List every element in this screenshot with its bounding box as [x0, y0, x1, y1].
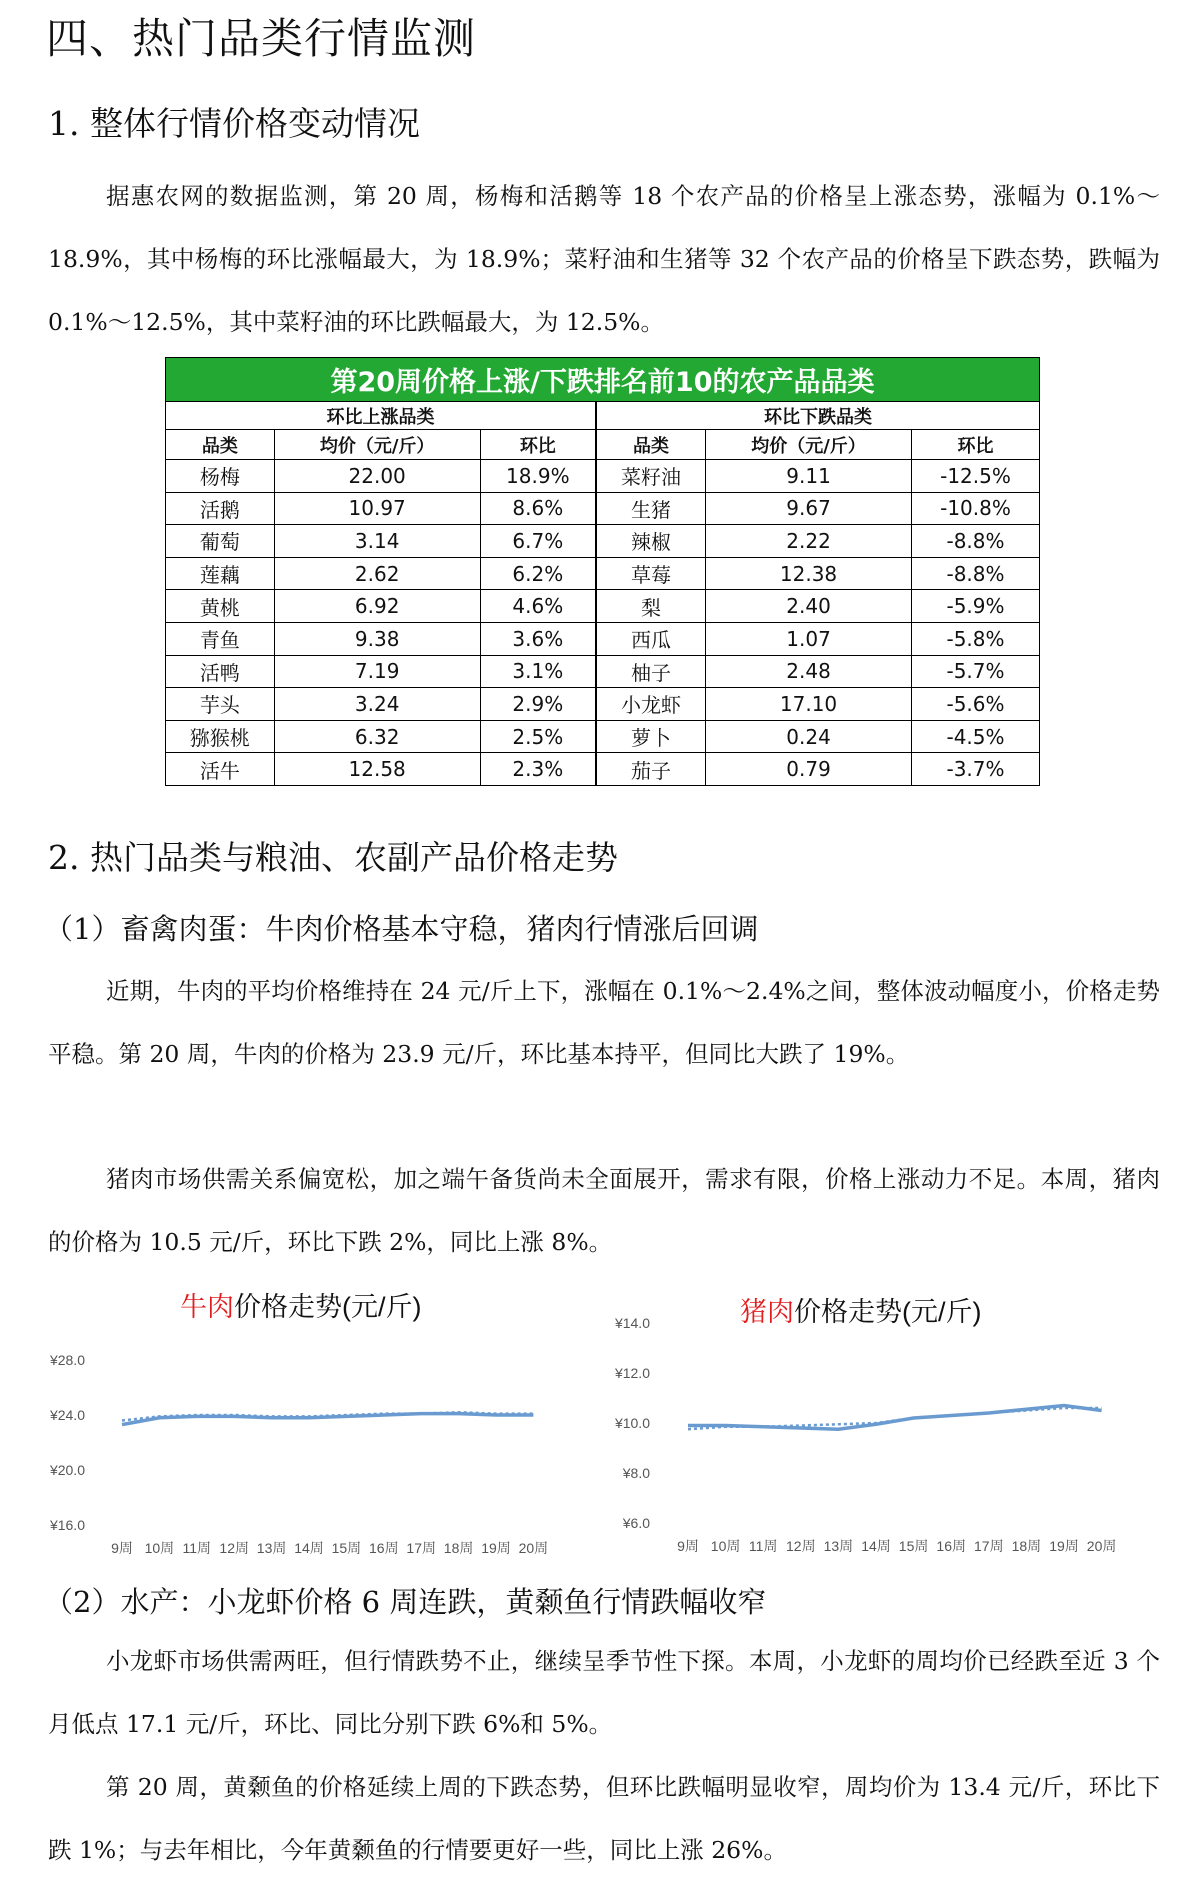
chart-title-highlight: 牛肉	[180, 1292, 234, 1322]
y-tick-label: ¥6.0	[622, 1515, 650, 1531]
table-cell: 22.00	[274, 460, 480, 493]
table-cell: 西瓜	[596, 622, 706, 655]
paragraph-crayfish: 小龙虾市场供需两旺，但行情跌势不止，继续呈季节性下探。本周，小龙虾的周均价已经跌至近 3 个月低点 17.1 元/斤，环比、同比分别下跌 6%和 5%。	[48, 1647, 1160, 1738]
x-tick-label: 10周	[710, 1538, 741, 1554]
col-header: 均价（元/斤）	[706, 430, 912, 460]
table-cell: 9.11	[706, 460, 912, 493]
x-tick-label: 12周	[219, 1540, 249, 1556]
price-ranking-table	[165, 357, 1040, 786]
y-tick-label: ¥16.0	[49, 1517, 85, 1533]
table-cell: 2.48	[706, 655, 912, 688]
table-cell: 辣椒	[596, 525, 706, 558]
table-row	[166, 460, 1040, 493]
table-cell: 猕猴桃	[166, 720, 275, 753]
x-tick-label: 14周	[861, 1538, 891, 1554]
chart-title-rest: 价格走势(元/斤)	[234, 1292, 422, 1322]
table-row	[166, 590, 1040, 623]
y-tick-label: ¥20.0	[49, 1462, 85, 1478]
table-cell: 葡萄	[166, 525, 275, 558]
table-cell: 3.6%	[480, 622, 596, 655]
table-cell: 4.6%	[480, 590, 596, 623]
table-cell: -10.8%	[912, 492, 1040, 525]
table-cell: 6.2%	[480, 557, 596, 590]
subsection-title-1: 1. 整体行情价格变动情况	[48, 104, 420, 143]
table-cell: 7.19	[274, 655, 480, 688]
paragraph-yellow-catfish: 第 20 周，黄颡鱼的价格延续上周的下跌态势，但环比跌幅明显收窄，周均价为 13.4 元/斤，环比下跌 1%；与去年相比，今年黄颡鱼的行情要更好一些，同比上涨 26%。	[48, 1773, 1160, 1864]
x-tick-label: 9周	[677, 1538, 699, 1554]
table-cell: 活牛	[166, 753, 275, 786]
y-tick-label: ¥12.0	[614, 1365, 650, 1381]
table-cell: 17.10	[706, 688, 912, 721]
table-cell: 12.38	[706, 557, 912, 590]
table-cell: 2.40	[706, 590, 912, 623]
table-row	[166, 753, 1040, 786]
rise-header: 环比上涨品类	[166, 402, 597, 430]
x-tick-label: 10周	[144, 1540, 175, 1556]
table-cell: 9.38	[274, 622, 480, 655]
x-tick-label: 12周	[786, 1538, 816, 1554]
table-row	[166, 688, 1040, 721]
table-cell: -8.8%	[912, 525, 1040, 558]
table-cell: 2.9%	[480, 688, 596, 721]
table-cell: 0.79	[706, 753, 912, 786]
table-row	[166, 492, 1040, 525]
x-tick-label: 15周	[331, 1540, 362, 1556]
table-cell: -5.7%	[912, 655, 1040, 688]
table-cell: -4.5%	[912, 720, 1040, 753]
x-tick-label: 19周	[1049, 1538, 1079, 1554]
table-cell: 莲藕	[166, 557, 275, 590]
paragraph-pork: 猪肉市场供需关系偏宽松，加之端午备货尚未全面展开，需求有限，价格上涨动力不足。本周，猪肉的价格为 10.5 元/斤，环比下跌 2%，同比上涨 8%。	[48, 1165, 1160, 1256]
table-header-row	[166, 430, 1040, 460]
table-cell: 茄子	[596, 753, 706, 786]
table-cell: 活鸭	[166, 655, 275, 688]
y-tick-label: ¥10.0	[614, 1415, 650, 1431]
x-tick-label: 11周	[748, 1538, 778, 1554]
chart-title-highlight: 猪肉	[740, 1297, 794, 1327]
y-tick-label: ¥8.0	[622, 1465, 650, 1481]
subsection-title-2: 2. 热门品类与粮油、农副产品价格走势	[48, 838, 618, 877]
beef-line-chart	[40, 1285, 580, 1575]
chart-title-rest: 价格走势(元/斤)	[794, 1297, 982, 1327]
x-tick-label: 18周	[443, 1540, 474, 1556]
table-cell: 3.24	[274, 688, 480, 721]
table-cell: 2.3%	[480, 753, 596, 786]
table-cell: 生猪	[596, 492, 706, 525]
col-header: 环比	[480, 430, 596, 460]
table-cell: 0.24	[706, 720, 912, 753]
x-tick-label: 16周	[936, 1538, 966, 1554]
table-cell: -5.9%	[912, 590, 1040, 623]
table-cell: 12.58	[274, 753, 480, 786]
col-header: 品类	[596, 430, 706, 460]
table-cell: 芋头	[166, 688, 275, 721]
table-cell: 青鱼	[166, 622, 275, 655]
table-cell: 6.7%	[480, 525, 596, 558]
subsection-title-2-1: （1）畜禽肉蛋：牛肉价格基本守稳，猪肉行情涨后回调	[44, 912, 759, 946]
x-tick-label: 18周	[1011, 1538, 1042, 1554]
col-header: 环比	[912, 430, 1040, 460]
y-tick-label: ¥24.0	[49, 1407, 85, 1423]
x-tick-label: 16周	[369, 1540, 399, 1556]
table-row	[166, 622, 1040, 655]
paragraph-beef: 近期，牛肉的平均价格维持在 24 元/斤上下，涨幅在 0.1%～2.4%之间，整体波动幅度小，价格走势平稳。第 20 周，牛肉的价格为 23.9 元/斤，环比基本持平，但同比大跌了 19%。	[48, 977, 1160, 1068]
table-cell: 18.9%	[480, 460, 596, 493]
table-cell: 8.6%	[480, 492, 596, 525]
x-tick-label: 20周	[518, 1540, 549, 1556]
table-cell: 3.1%	[480, 655, 596, 688]
table-cell: -3.7%	[912, 753, 1040, 786]
table-cell: 萝卜	[596, 720, 706, 753]
pork-line-chart	[610, 1285, 1170, 1575]
table-cell: 6.92	[274, 590, 480, 623]
table-row	[166, 655, 1040, 688]
table-cell: 梨	[596, 590, 706, 623]
table-row	[166, 525, 1040, 558]
table-cell: -5.8%	[912, 622, 1040, 655]
table-cell: 6.32	[274, 720, 480, 753]
table-cell: 杨梅	[166, 460, 275, 493]
paragraph-overall: 据惠农网的数据监测，第 20 周，杨梅和活鹅等 18 个农产品的价格呈上涨态势，涨幅为 0.1%～18.9%，其中杨梅的环比涨幅最大，为 18.9%；菜籽油和生猪等 32 个农产品的价格呈下跌态势，跌幅为 0.1%～12.5%，其中菜籽油的环比跌幅最大，为 12.5%。	[48, 182, 1160, 336]
x-tick-label: 15周	[898, 1538, 929, 1554]
table-cell: 小龙虾	[596, 688, 706, 721]
table-cell: 草莓	[596, 557, 706, 590]
x-tick-label: 9周	[111, 1540, 133, 1556]
series-line-dotted	[688, 1408, 1102, 1429]
fall-header: 环比下跌品类	[596, 402, 1040, 430]
col-header: 品类	[166, 430, 275, 460]
table-cell: 2.5%	[480, 720, 596, 753]
x-tick-label: 13周	[823, 1538, 854, 1554]
table-row	[166, 557, 1040, 590]
table-cell: 2.62	[274, 557, 480, 590]
table-cell: 柚子	[596, 655, 706, 688]
section-title: 四、热门品类行情监测	[46, 14, 477, 63]
x-tick-label: 14周	[294, 1540, 324, 1556]
pork-price-chart	[610, 1285, 1170, 1575]
table-cell: 2.22	[706, 525, 912, 558]
table-cell: -12.5%	[912, 460, 1040, 493]
series-line-dotted	[122, 1412, 533, 1420]
table-cell: 1.07	[706, 622, 912, 655]
table-row	[166, 720, 1040, 753]
x-tick-label: 11周	[182, 1540, 212, 1556]
table-cell: 黄桃	[166, 590, 275, 623]
y-tick-label: ¥28.0	[49, 1352, 85, 1368]
beef-price-chart	[40, 1285, 580, 1575]
table-cell: 3.14	[274, 525, 480, 558]
table-cell: 9.67	[706, 492, 912, 525]
x-tick-label: 13周	[256, 1540, 287, 1556]
table-cell: -5.6%	[912, 688, 1040, 721]
col-header: 均价（元/斤）	[274, 430, 480, 460]
table-cell: 10.97	[274, 492, 480, 525]
subsection-title-2-2: （2）水产：小龙虾价格 6 周连跌，黄颡鱼行情跌幅收窄	[44, 1585, 767, 1619]
table-cell: -8.8%	[912, 557, 1040, 590]
table-cell: 菜籽油	[596, 460, 706, 493]
x-tick-label: 17周	[974, 1538, 1004, 1554]
table-title: 第20周价格上涨/下跌排名前10的农产品品类	[166, 358, 1040, 402]
y-tick-label: ¥14.0	[614, 1315, 650, 1331]
table-cell: 活鹅	[166, 492, 275, 525]
x-tick-label: 20周	[1086, 1538, 1117, 1554]
x-tick-label: 17周	[406, 1540, 436, 1556]
x-tick-label: 19周	[481, 1540, 511, 1556]
